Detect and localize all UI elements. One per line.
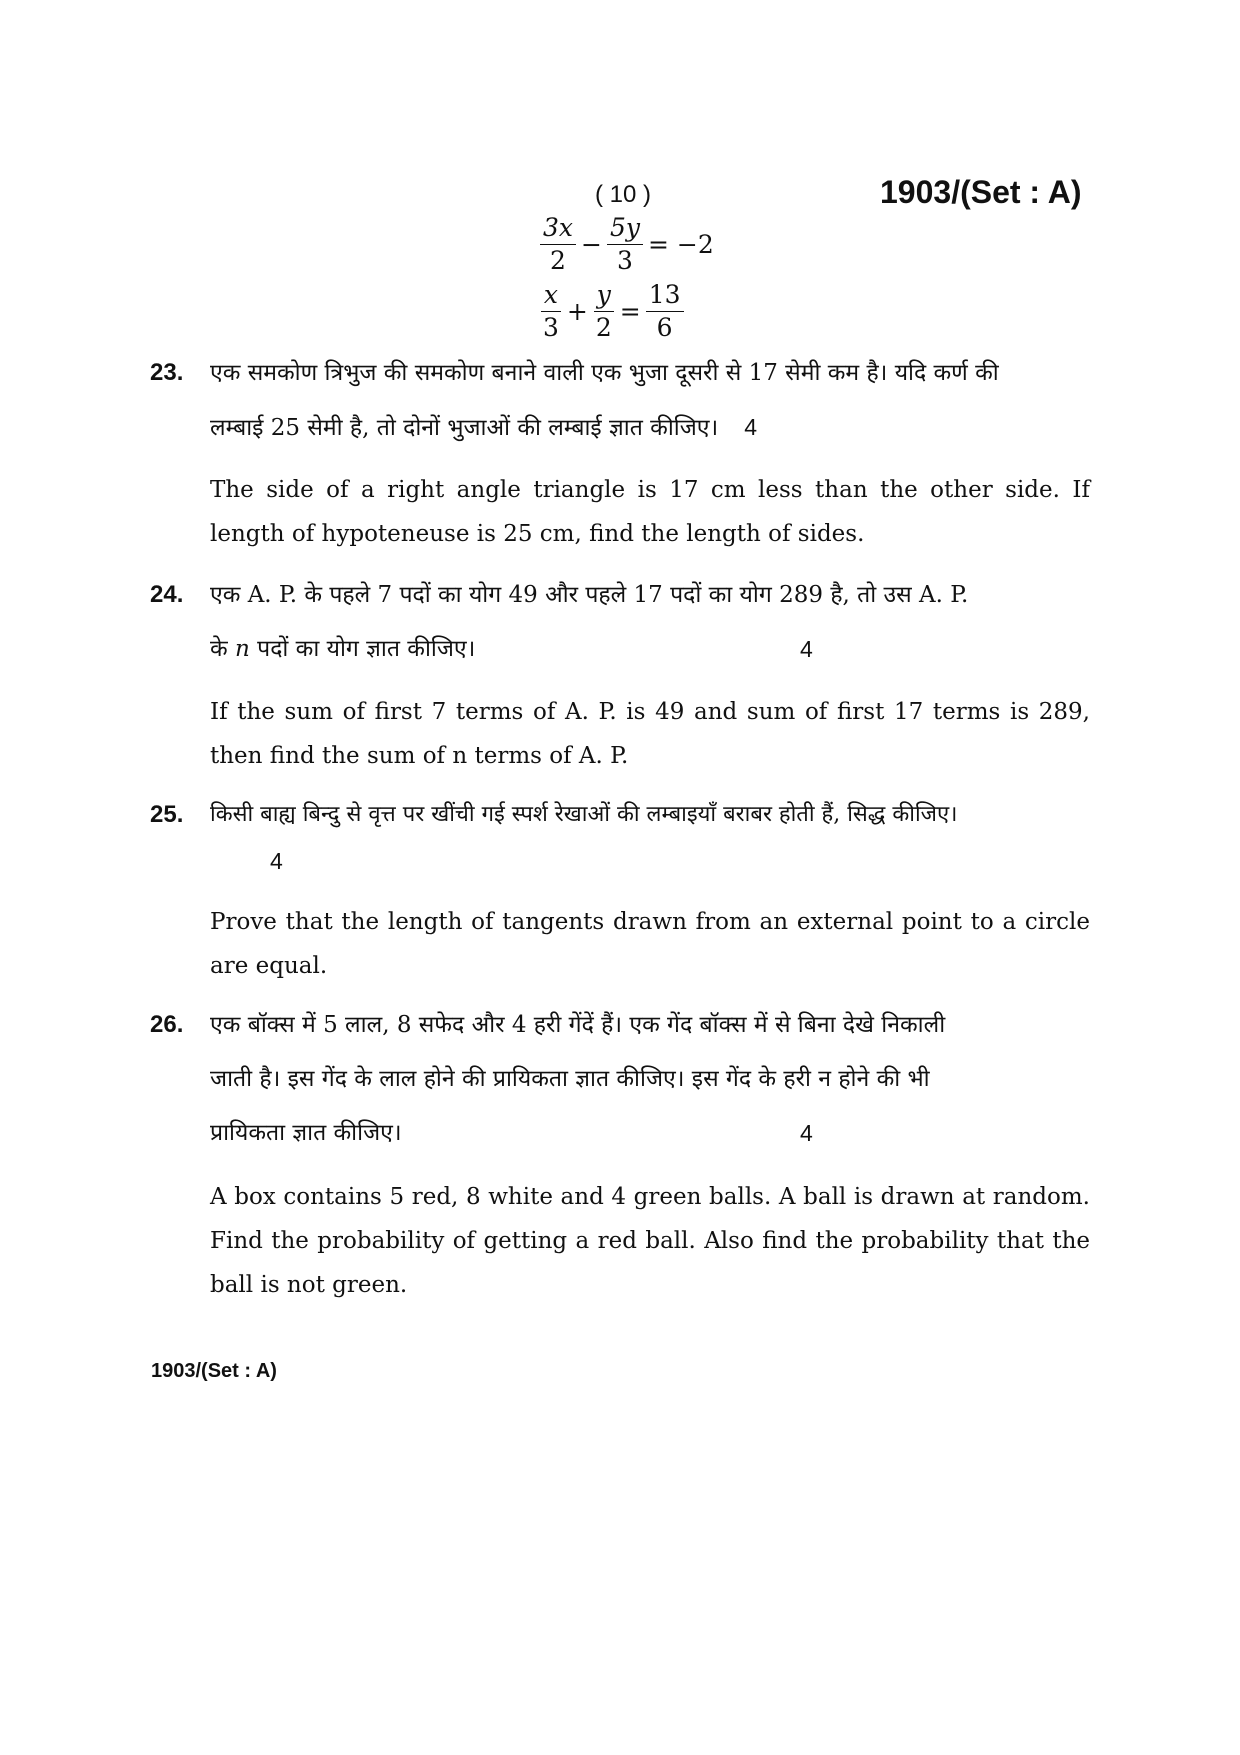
fraction [646,280,684,343]
question-hindi-text [210,346,1090,455]
numerator: 13 [646,280,684,312]
variable-n: n [234,636,250,662]
question-english-text: If the sum of first 7 terms of A. P. is 49 and sum of first 17 terms is 289, then find the sum of n terms of A. P. [210,699,1090,769]
hindi-line-text: प्रायिकता ज्ञात कीजिए। [210,1120,402,1146]
question-hindi-text [210,788,1090,842]
hindi-line-text: लम्बाई 25 सेमी है, तो दोनों भुजाओं की लम्बाई ज्ञात कीजिए। [210,415,719,441]
equation-1 [538,213,717,276]
paper-code-header: 1903/(Set : A) [880,174,1082,210]
fraction [540,213,576,276]
hindi-line: एक बॉक्स में 5 लाल, 8 सफेद और 4 हरी गेंदें हैं। एक गेंद बॉक्स में से बिना देखे निकाली [210,1012,946,1038]
hindi-line [210,400,1090,455]
question-english-text: Prove that the length of tangents drawn from an external point to a circle are equal. [210,909,1090,979]
marks: 4 [744,414,758,440]
marks: 4 [270,848,283,874]
hindi-line: एक A. P. के पहले 7 पदों का योग 49 और पहले 17 पदों का योग 289 है, तो उस A. P. [210,582,969,608]
hindi-line: किसी बाह्य बिन्दु से वृत्त पर खींची गई स्पर्श रेखाओं की लम्बाइयाँ बराबर होती हैं, सिद्ध कीजिए। [210,802,958,827]
equation-2 [538,280,686,343]
denominator: 3 [617,246,633,275]
hindi-line-text: के [210,636,228,662]
paper-code-footer: 1903/(Set : A) [151,1360,277,1382]
question-hindi-text [210,568,1090,676]
question-english-text: The side of a right angle triangle is 17 cm less than the other side. If length of hypoteneuse is 25 cm, find the length of sides. [210,477,1090,547]
question-english-text: A box contains 5 red, 8 white and 4 green balls. A ball is drawn at random. Find the probability of getting a red ball. Also find the probability that the ball is not green. [210,1184,1090,1298]
fraction [607,213,643,276]
marks: 4 [800,1120,813,1146]
equals-sign: = [619,297,641,326]
fraction [540,280,562,343]
question-number: 24. [150,581,184,608]
marks: 4 [800,636,813,662]
hindi-line [210,622,1090,676]
operator: − [581,230,602,259]
hindi-line [210,1106,1090,1160]
question-hindi-text [210,998,1090,1160]
numerator: 3x [540,213,576,245]
denominator: 3 [543,313,559,342]
equation-rhs: = −2 [648,230,714,259]
denominator: 2 [595,313,612,342]
hindi-line: एक समकोण त्रिभुज की समकोण बनाने वाली एक भुजा दूसरी से 17 सेमी कम है। यदि कर्ण की [210,360,999,386]
numerator: y [594,280,614,312]
question-number: 25. [150,801,184,828]
hindi-line-text: पदों का योग ज्ञात कीजिए। [257,636,476,662]
question-number: 23. [150,359,184,386]
denominator: 2 [550,246,566,275]
denominator: 6 [656,313,673,342]
question-number: 26. [150,1011,184,1038]
operator: + [566,297,588,326]
page-number: ( 10 ) [595,181,652,208]
fraction [593,280,615,343]
numerator: 5y [607,213,643,245]
numerator: x [541,280,561,312]
hindi-line: जाती है। इस गेंद के लाल होने की प्रायिकता ज्ञात कीजिए। इस गेंद के हरी न होने की भी [210,1066,930,1092]
